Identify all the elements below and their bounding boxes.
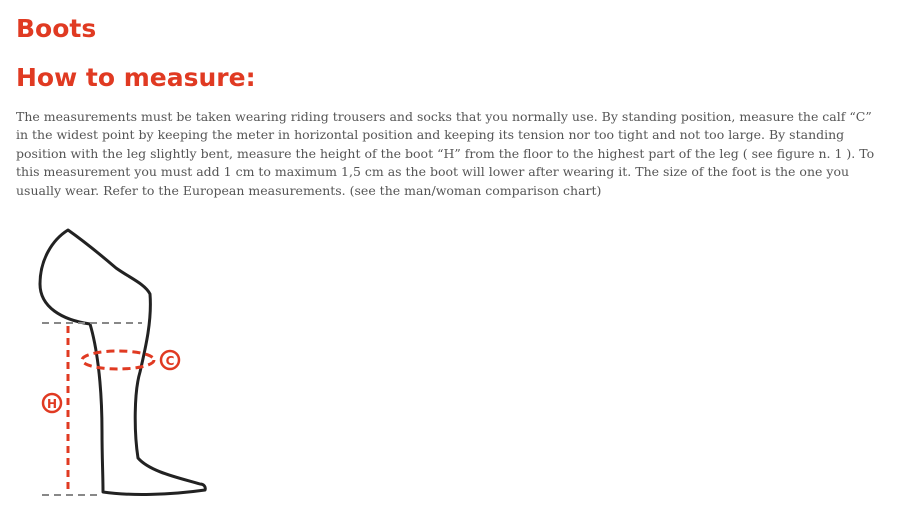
calf-marker-label: C bbox=[165, 354, 175, 368]
leg-outline bbox=[40, 230, 205, 494]
section-heading: How to measure: bbox=[16, 63, 256, 92]
calf-marker-icon bbox=[161, 351, 179, 369]
leg-measurement-figure bbox=[30, 222, 220, 507]
height-marker-icon bbox=[43, 394, 61, 412]
measurement-instructions: The measurements must be taken wearing riding trousers and socks that you normally use. By standing position, measure the calf “C” in the widest point by keeping the meter in horizontal position and keeping its tension nor too tight and not too large. By standing position with the leg slightly bent, measure the height of the boot “H” from the floor to the highest part of the leg ( see figure n. 1 ). To this measurement you must add 1 cm to maximum 1,5 cm as the boot will lower after wearing it. The size of the foot is the one you usually wear. Refer to the European measurements. (see the man/woman comparison chart) bbox=[16, 109, 875, 198]
height-marker-label: H bbox=[46, 397, 58, 411]
page-title: Boots bbox=[16, 14, 97, 43]
